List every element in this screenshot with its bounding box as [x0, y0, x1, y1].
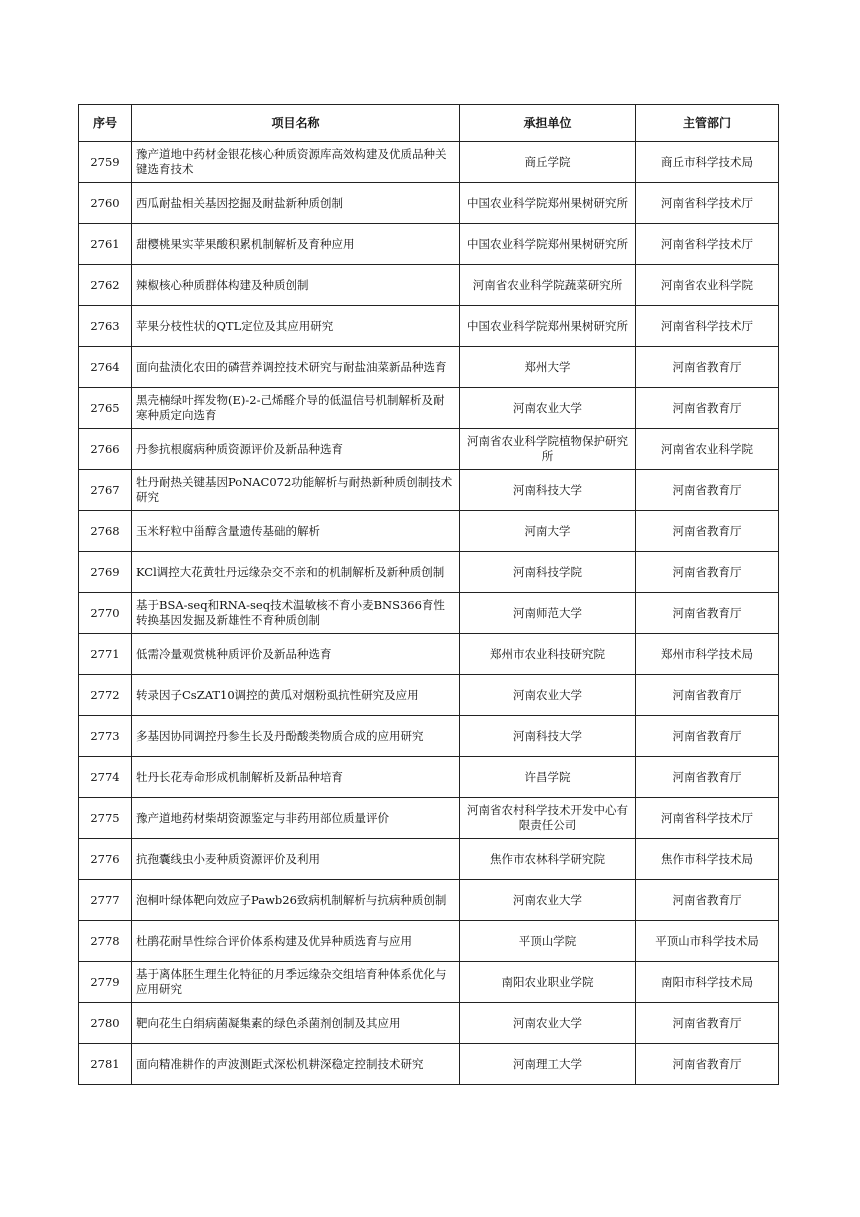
cell-id: 2776: [79, 839, 132, 880]
cell-dept: 河南省教育厅: [636, 388, 779, 429]
cell-id: 2773: [79, 716, 132, 757]
cell-id: 2772: [79, 675, 132, 716]
table-row: [79, 552, 779, 593]
cell-dept: 河南省教育厅: [636, 593, 779, 634]
table-row: [79, 593, 779, 634]
table-row: [79, 757, 779, 798]
table-row: [79, 634, 779, 675]
cell-unit: 许昌学院: [460, 757, 636, 798]
cell-unit: 河南农业大学: [460, 880, 636, 921]
cell-id: 2775: [79, 798, 132, 839]
cell-unit: 郑州大学: [460, 347, 636, 388]
cell-id: 2778: [79, 921, 132, 962]
cell-dept: 河南省科学技术厅: [636, 183, 779, 224]
cell-project-name: 甜樱桃果实苹果酸积累机制解析及育种应用: [132, 224, 460, 265]
cell-project-name: 玉米籽粒中甾醇含量遗传基础的解析: [132, 511, 460, 552]
cell-dept: 南阳市科学技术局: [636, 962, 779, 1003]
cell-unit: 河南农业大学: [460, 1003, 636, 1044]
cell-project-name: 多基因协同调控丹参生长及丹酚酸类物质合成的应用研究: [132, 716, 460, 757]
cell-project-name: 辣椒核心种质群体构建及种质创制: [132, 265, 460, 306]
cell-dept: 河南省科学技术厅: [636, 798, 779, 839]
cell-unit: 南阳农业职业学院: [460, 962, 636, 1003]
table-row: [79, 716, 779, 757]
cell-dept: 河南省教育厅: [636, 675, 779, 716]
cell-id: 2761: [79, 224, 132, 265]
cell-project-name: 豫产道地药材柴胡资源鉴定与非药用部位质量评价: [132, 798, 460, 839]
cell-project-name: 牡丹长花寿命形成机制解析及新品种培育: [132, 757, 460, 798]
cell-id: 2759: [79, 142, 132, 183]
cell-dept: 河南省科学技术厅: [636, 306, 779, 347]
cell-project-name: 丹参抗根腐病种质资源评价及新品种选育: [132, 429, 460, 470]
cell-project-name: 转录因子CsZAT10调控的黄瓜对烟粉虱抗性研究及应用: [132, 675, 460, 716]
cell-unit: 河南师范大学: [460, 593, 636, 634]
cell-dept: 河南省教育厅: [636, 470, 779, 511]
cell-id: 2770: [79, 593, 132, 634]
table-row: [79, 921, 779, 962]
cell-project-name: 低需冷量观赏桃种质评价及新品种选育: [132, 634, 460, 675]
cell-dept: 河南省教育厅: [636, 1044, 779, 1085]
cell-project-name: 西瓜耐盐相关基因挖掘及耐盐新种质创制: [132, 183, 460, 224]
cell-unit: 河南大学: [460, 511, 636, 552]
cell-unit: 河南理工大学: [460, 1044, 636, 1085]
cell-unit: 平顶山学院: [460, 921, 636, 962]
cell-id: 2774: [79, 757, 132, 798]
cell-project-name: 苹果分枝性状的QTL定位及其应用研究: [132, 306, 460, 347]
cell-unit: 商丘学院: [460, 142, 636, 183]
cell-unit: 河南省农业科学院蔬菜研究所: [460, 265, 636, 306]
cell-id: 2781: [79, 1044, 132, 1085]
cell-unit: 河南农业大学: [460, 388, 636, 429]
cell-dept: 焦作市科学技术局: [636, 839, 779, 880]
cell-unit: 中国农业科学院郑州果树研究所: [460, 224, 636, 265]
table-row: [79, 224, 779, 265]
cell-dept: 河南省科学技术厅: [636, 224, 779, 265]
cell-id: 2777: [79, 880, 132, 921]
table-row: [79, 265, 779, 306]
cell-dept: 商丘市科学技术局: [636, 142, 779, 183]
cell-dept: 河南省农业科学院: [636, 265, 779, 306]
header-dept: 主管部门: [636, 105, 779, 142]
table-row: [79, 511, 779, 552]
table-row: [79, 429, 779, 470]
cell-unit: 河南省农业科学院植物保护研究所: [460, 429, 636, 470]
cell-dept: 河南省教育厅: [636, 757, 779, 798]
cell-project-name: 靶向花生白绢病菌凝集素的绿色杀菌剂创制及其应用: [132, 1003, 460, 1044]
cell-project-name: 豫产道地中药材金银花核心种质资源库高效构建及优质品种关键选育技术: [132, 142, 460, 183]
cell-id: 2765: [79, 388, 132, 429]
cell-id: 2769: [79, 552, 132, 593]
table-body: [79, 142, 779, 1085]
header-row: [79, 105, 779, 142]
cell-project-name: KCl调控大花黄牡丹远缘杂交不亲和的机制解析及新种质创制: [132, 552, 460, 593]
cell-unit: 河南科技大学: [460, 716, 636, 757]
cell-dept: 河南省农业科学院: [636, 429, 779, 470]
table-row: [79, 839, 779, 880]
cell-dept: 河南省教育厅: [636, 552, 779, 593]
project-table: [78, 104, 779, 1085]
table-row: [79, 183, 779, 224]
table-row: [79, 142, 779, 183]
cell-project-name: 面向精准耕作的声波测距式深松机耕深稳定控制技术研究: [132, 1044, 460, 1085]
table-row: [79, 1003, 779, 1044]
cell-dept: 河南省教育厅: [636, 1003, 779, 1044]
header-id: 序号: [79, 105, 132, 142]
cell-dept: 河南省教育厅: [636, 347, 779, 388]
cell-dept: 平顶山市科学技术局: [636, 921, 779, 962]
cell-id: 2771: [79, 634, 132, 675]
header-unit: 承担单位: [460, 105, 636, 142]
cell-project-name: 基于离体胚生理生化特征的月季远缘杂交组培育种体系优化与应用研究: [132, 962, 460, 1003]
cell-unit: 河南农业大学: [460, 675, 636, 716]
table-row: [79, 388, 779, 429]
table-row: [79, 1044, 779, 1085]
table-row: [79, 347, 779, 388]
cell-id: 2766: [79, 429, 132, 470]
cell-project-name: 抗孢囊线虫小麦种质资源评价及利用: [132, 839, 460, 880]
table-row: [79, 306, 779, 347]
cell-id: 2780: [79, 1003, 132, 1044]
cell-project-name: 泡桐叶绿体靶向效应子Pawb26致病机制解析与抗病种质创制: [132, 880, 460, 921]
cell-project-name: 黑壳楠绿叶挥发物(E)-2-己烯醛介导的低温信号机制解析及耐寒种质定向选育: [132, 388, 460, 429]
cell-project-name: 基于BSA-seq和RNA-seq技术温敏核不育小麦BNS366育性转换基因发掘及新雄性不育种质创制: [132, 593, 460, 634]
cell-unit: 河南科技大学: [460, 470, 636, 511]
cell-unit: 河南科技学院: [460, 552, 636, 593]
cell-project-name: 杜鹃花耐旱性综合评价体系构建及优异种质选育与应用: [132, 921, 460, 962]
cell-unit: 中国农业科学院郑州果树研究所: [460, 183, 636, 224]
cell-dept: 河南省教育厅: [636, 511, 779, 552]
cell-unit: 中国农业科学院郑州果树研究所: [460, 306, 636, 347]
cell-unit: 焦作市农林科学研究院: [460, 839, 636, 880]
table-row: [79, 798, 779, 839]
cell-dept: 河南省教育厅: [636, 880, 779, 921]
header-name: 项目名称: [132, 105, 460, 142]
table-row: [79, 880, 779, 921]
cell-id: 2764: [79, 347, 132, 388]
table-row: [79, 675, 779, 716]
cell-id: 2763: [79, 306, 132, 347]
cell-id: 2762: [79, 265, 132, 306]
cell-id: 2760: [79, 183, 132, 224]
cell-unit: 郑州市农业科技研究院: [460, 634, 636, 675]
cell-dept: 河南省教育厅: [636, 716, 779, 757]
cell-project-name: 牡丹耐热关键基因PoNAC072功能解析与耐热新种质创制技术研究: [132, 470, 460, 511]
table-row: [79, 962, 779, 1003]
cell-dept: 郑州市科学技术局: [636, 634, 779, 675]
table-row: [79, 470, 779, 511]
cell-unit: 河南省农村科学技术开发中心有限责任公司: [460, 798, 636, 839]
cell-id: 2768: [79, 511, 132, 552]
cell-project-name: 面向盐渍化农田的磷营养调控技术研究与耐盐油菜新品种选育: [132, 347, 460, 388]
cell-id: 2779: [79, 962, 132, 1003]
cell-id: 2767: [79, 470, 132, 511]
